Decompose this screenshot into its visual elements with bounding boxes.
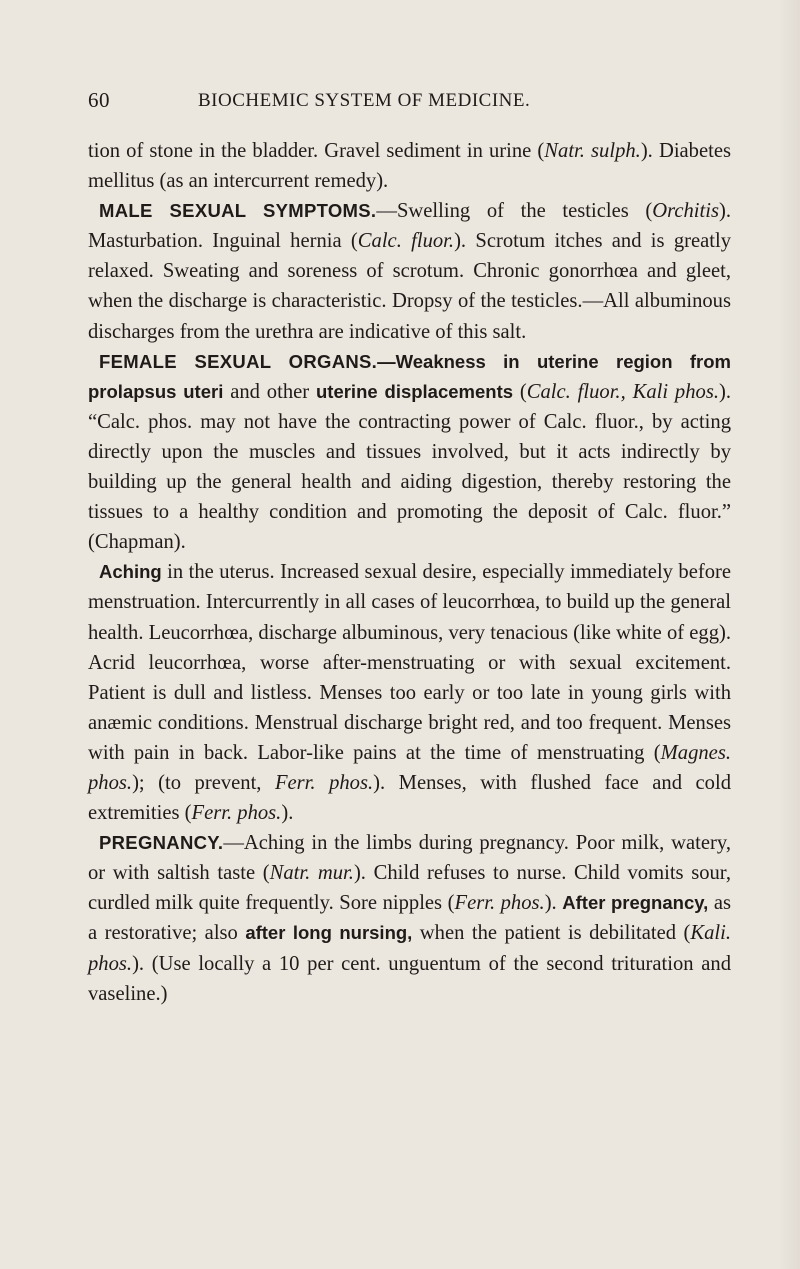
- term-orchitis: Orchitis: [652, 200, 719, 223]
- page-header: [88, 88, 720, 116]
- text-run: —Swelling of the testicles (: [376, 200, 653, 223]
- text-run: ). Menses, with flushed face and cold extremities (: [88, 771, 731, 825]
- bold-phrase: After pregnancy,: [562, 892, 709, 914]
- text-run: when the patient is debilitated (: [412, 922, 691, 945]
- text-run: ).: [544, 892, 563, 915]
- section-male-sexual-symptoms: [88, 196, 731, 346]
- bold-phrase: uterine displacements: [315, 380, 514, 402]
- text-run: tion of stone in the bladder. Gravel sediment in urine (: [88, 140, 545, 162]
- remedy-name: Natr. sulph.: [544, 140, 641, 162]
- bold-phrase: —Weakness in uterine region from prolapsus uteri: [88, 350, 731, 402]
- text-run: and other: [223, 380, 316, 403]
- bold-phrase: Aching: [99, 561, 162, 583]
- page-number: 60: [88, 88, 110, 112]
- remedy-name: Magnes. phos.: [88, 741, 731, 794]
- section-heading: MALE SEXUAL SYMPTOMS.: [99, 200, 377, 222]
- running-title: BIOCHEMIC SYSTEM OF MEDICINE.: [198, 90, 531, 111]
- paragraph-uterine-symptoms: [88, 557, 731, 828]
- page-body: [88, 136, 731, 1009]
- remedy-name: Kali. phos.: [88, 922, 731, 975]
- bold-phrase: after long nursing,: [245, 922, 413, 944]
- text-run: ). (Use locally a 10 per cent. unguentum of the second trituration and vaseline.): [88, 952, 731, 1005]
- text-run: ). Child refuses to nurse. Child vomits sour, curdled milk quite frequently. Sore nipples (: [88, 862, 731, 915]
- section-heading: PREGNANCY.: [99, 832, 224, 854]
- text-run: in the uterus. Increased sexual desire, especially immediately before menstruation. Intercurrently in all cases of leucorrhœa, to build up the general health. Leucorrhœa, discharge albuminous, very tenacious (like white of egg). Acrid leucorrhœa, worse after-menstruating or with sexual excitement. Patient is dull and listless. Menses too early or too late in young girls with anæmic conditions. Menstrual discharge bright red, and too frequent. Menses with pain in back. Labor-like pains at the time of menstruating (: [88, 561, 731, 764]
- remedy-name: Natr. mur.: [269, 862, 354, 885]
- text-run: ); (to prevent,: [132, 771, 275, 794]
- remedy-name: Ferr. phos.: [274, 771, 374, 794]
- text-run: ).: [281, 802, 294, 825]
- section-female-sexual-organs: [88, 347, 731, 558]
- text-run: ). Masturbation. Inguinal hernia (: [88, 200, 732, 253]
- paragraph-stone-diabetes: [88, 136, 731, 196]
- text-run: ). “Calc. phos. may not have the contracting power of Calc. fluor., by acting directly upon the muscles and tissues involved, but it acts indirectly by building up the general health and aiding digestion, thereby restoring the tissues to a healthy condition and promoting the deposit of Calc. fluor.” (Chapman).: [88, 380, 731, 554]
- page-edge-shadow: [778, 0, 800, 1269]
- text-run: —Aching in the limbs during pregnancy. Poor milk, watery, or with saltish taste (: [88, 832, 731, 885]
- section-heading: FEMALE SEXUAL ORGANS.: [99, 350, 378, 372]
- section-pregnancy: [88, 828, 731, 1009]
- text-run: ). Scrotum itches and is greatly relaxed. Sweating and soreness of scrotum. Chronic gonorrhœa and gleet, when the discharge is characteristic. Dropsy of the testicles.—All albuminous discharges from the urethra are indicative of this salt.: [88, 230, 732, 343]
- remedy-name: Ferr. phos.: [454, 892, 545, 915]
- remedy-name: Calc. fluor.: [357, 230, 455, 253]
- text-run: ). Diabetes mellitus (as an intercurrent remedy).: [88, 140, 731, 193]
- remedy-name: Ferr. phos.: [191, 802, 282, 825]
- remedy-name: Calc. fluor., Kali phos.: [526, 380, 719, 403]
- text-run: as a restorative; also: [88, 892, 731, 945]
- text-run: (: [513, 380, 527, 403]
